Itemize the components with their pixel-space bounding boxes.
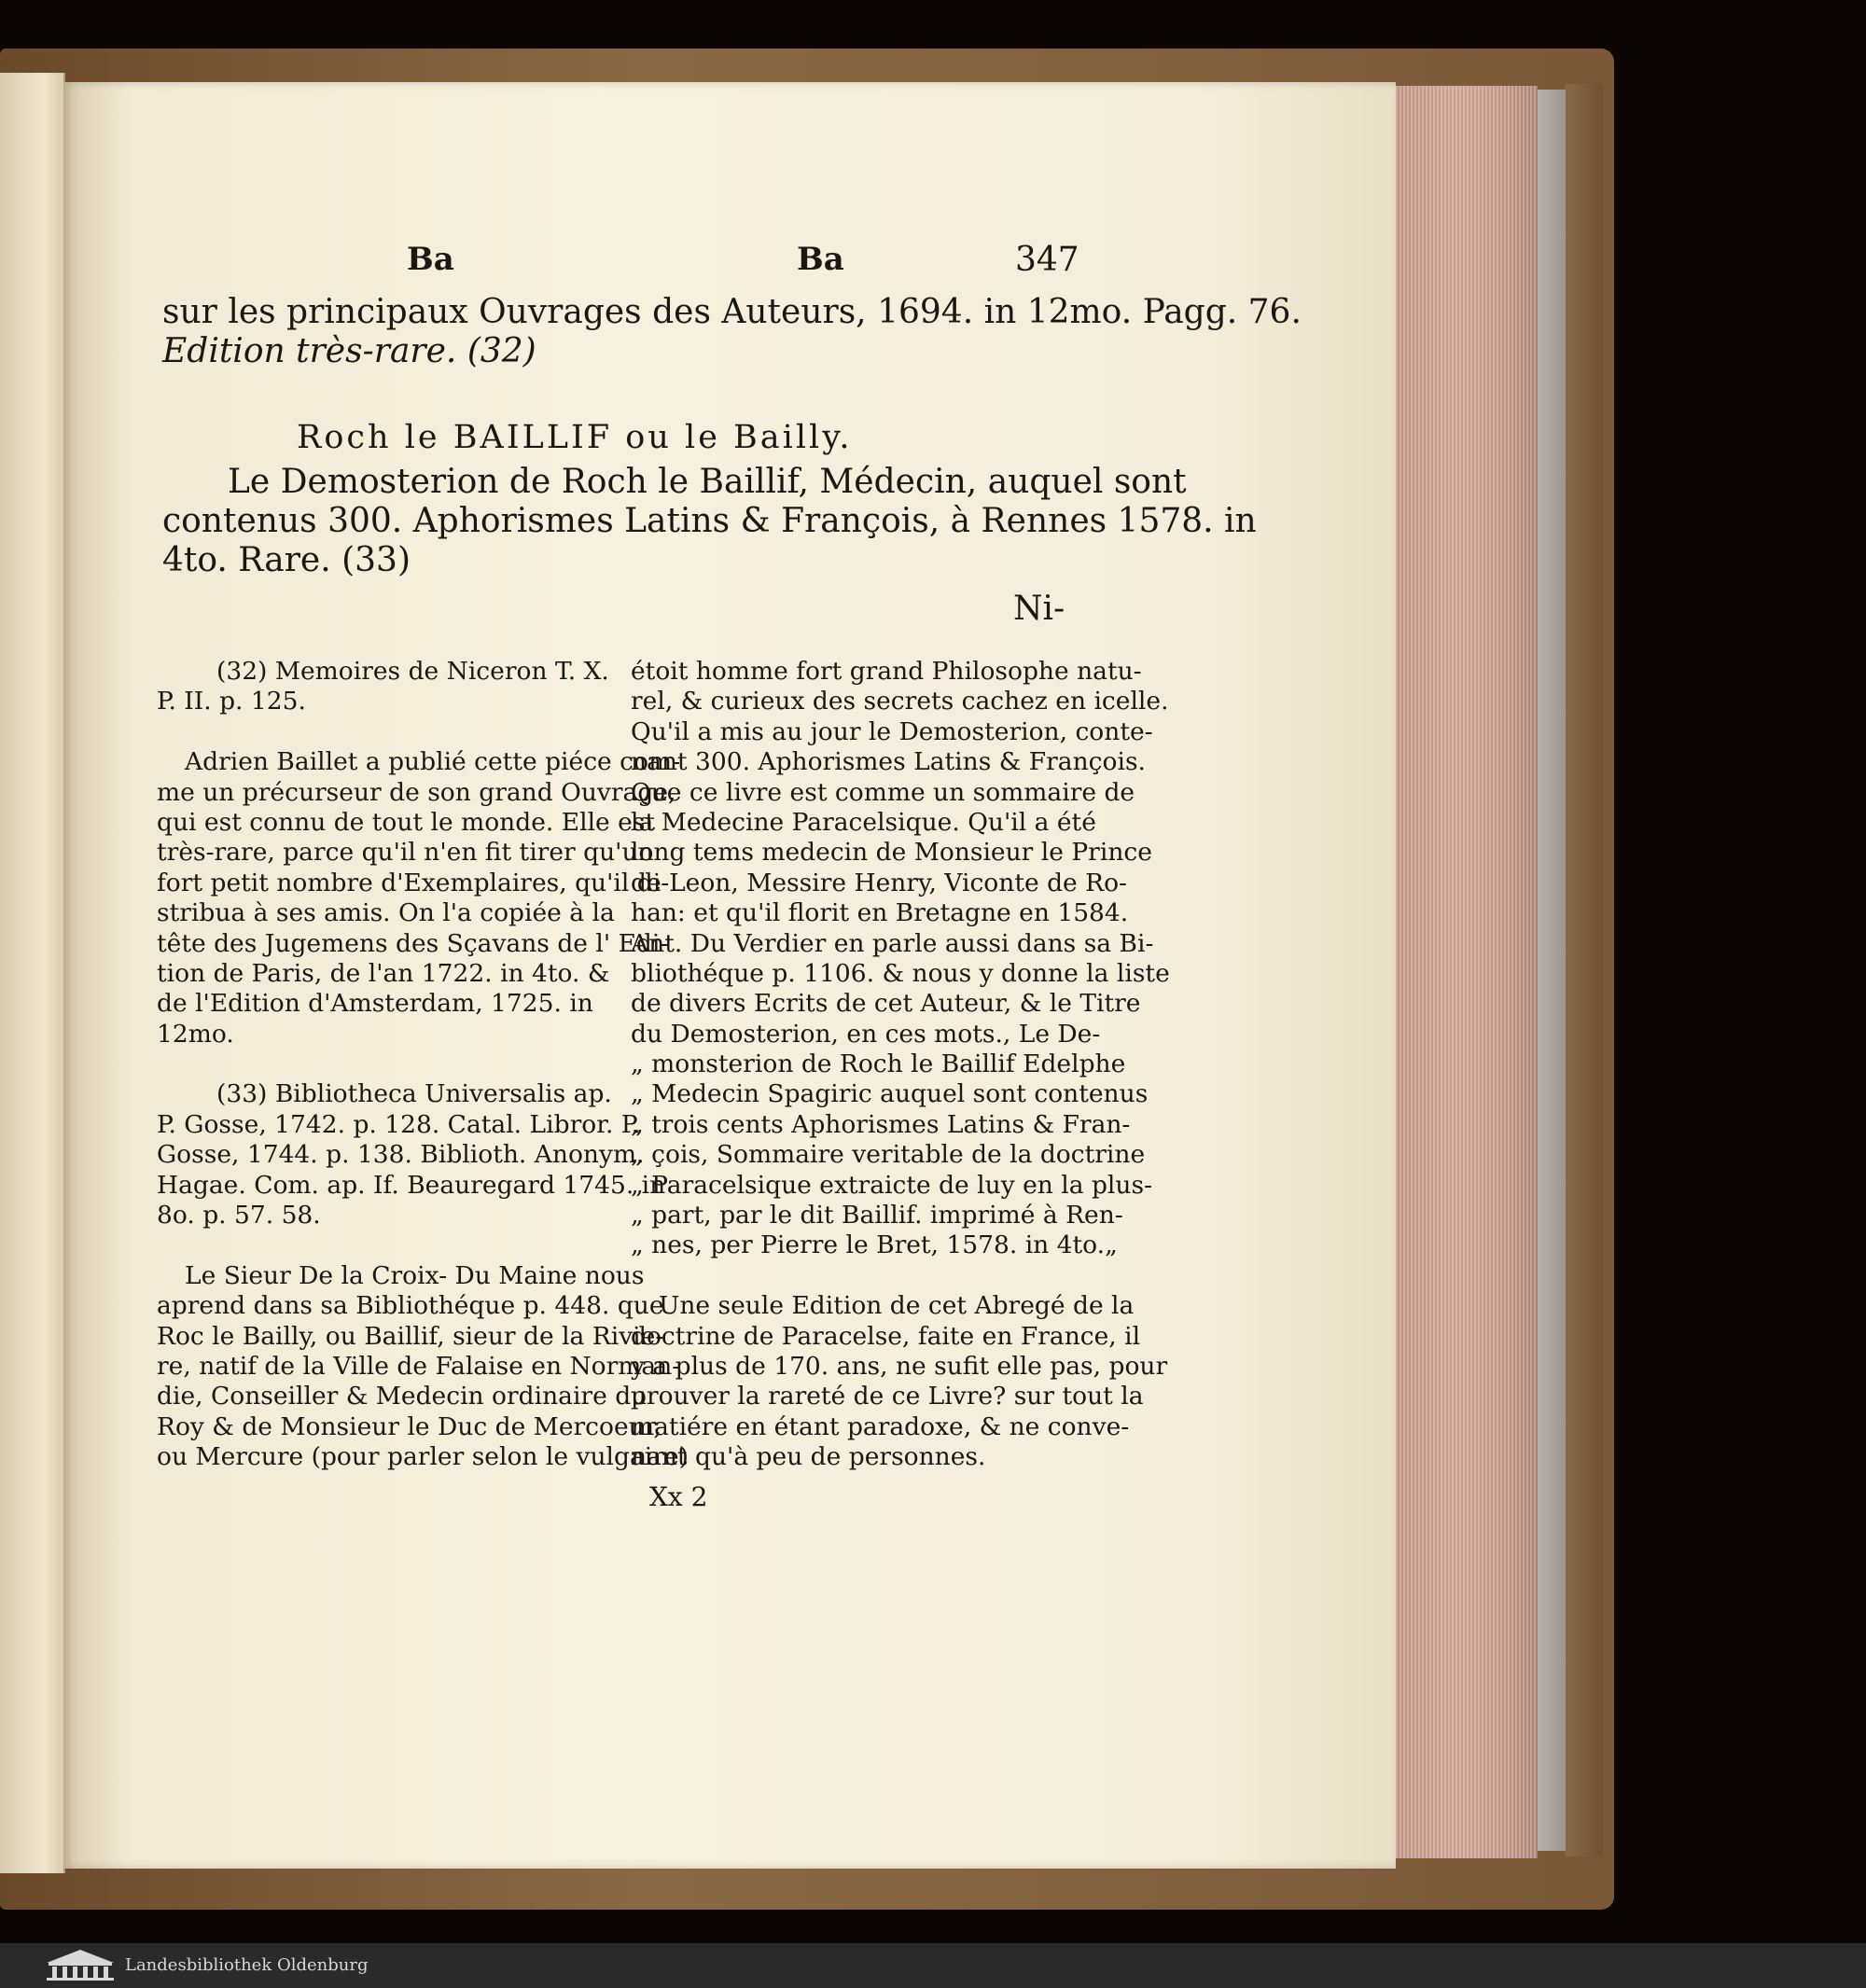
footnote-line: „ Medecin Spagiric auquel sont contenus (631, 1079, 1149, 1109)
footnote-line: Une seule Edition de cet Abregé de la (659, 1291, 1135, 1321)
footnote-line: Que ce livre est comme un sommaire de (631, 777, 1135, 807)
footnote-line: fort petit nombre d'Exemplaires, qu'il di- (157, 868, 670, 897)
page-block-edges (1396, 86, 1538, 1858)
endpaper-edge (1538, 90, 1566, 1851)
page-number: 347 (1015, 241, 1079, 279)
footnote-line: nant qu'à peu de personnes. (631, 1442, 986, 1472)
running-head-left: Ba (407, 241, 454, 278)
footer-bar (0, 1943, 1866, 1988)
footnote-line: „ monsterion de Roch le Baillif Edelphe (631, 1050, 1126, 1079)
footnote-line: Roy & de Monsieur le Duc de Mercoeur, (157, 1411, 661, 1441)
footnote-line: nant 300. Aphorismes Latins & François. (631, 747, 1146, 777)
footnote-line: ou Mercure (pour parler selon le vulgaire) (157, 1442, 689, 1472)
footnote-line: aprend dans sa Bibliothéque p. 448. que (157, 1291, 664, 1321)
footnote-line: Gosse, 1744. p. 138. Biblioth. Anonym. (157, 1140, 645, 1170)
footnote-line: (32) Memoires de Niceron T. X. (216, 657, 609, 686)
entry-body (162, 463, 1257, 580)
footnote-column-left (157, 657, 689, 1473)
footnote-line: „ part, par le dit Baillif. imprimé à Ren- (631, 1201, 1123, 1230)
footnote-line: y a plus de 170. ans, ne sufit elle pas, pour (631, 1351, 1168, 1381)
text-line: contenus 300. Aphorismes Latins & François, à Rennes 1578. in (162, 502, 1257, 540)
footnote-line: du Demosterion, en ces mots., Le De- (631, 1019, 1101, 1049)
footnote-line: de divers Ecrits de cet Auteur, & le Titre (631, 989, 1141, 1019)
footnote-line: Roc le Bailly, ou Baillif, sieur de la Rivie- (157, 1321, 664, 1351)
footnote-line: „ çois, Sommaire veritable de la doctrine (631, 1140, 1146, 1170)
footnote-line: rel, & curieux des secrets cachez en icelle. (631, 687, 1169, 716)
library-name: Landesbibliothek Oldenburg (125, 1955, 369, 1975)
footnote-line: Ant. Du Verdier en parle aussi dans sa Bi- (631, 928, 1154, 958)
footnote-line (157, 717, 665, 747)
running-head-center: Ba (797, 241, 844, 278)
footnote-line: Adrien Baillet a publié cette piéce com- (185, 747, 681, 777)
footnote-line: (33) Bibliotheca Universalis ap. (216, 1079, 612, 1109)
footnote-line: étoit homme fort grand Philosophe natu- (631, 657, 1142, 686)
entry-heading: Roch le BAILLIF ou le Bailly. (297, 419, 853, 456)
footnote-line: bliothéque p. 1106. & nous y donne la liste (631, 958, 1170, 988)
text-line: Le Demosterion de Roch le Baillif, Médecin, auquel sont (228, 463, 1187, 501)
footnote-line: long tems medecin de Monsieur le Prince (631, 838, 1152, 868)
continuation-text (162, 293, 1302, 371)
footnote-line: tête des Jugemens des Sçavans de l' Edi- (157, 928, 669, 958)
footnote-line: P. II. p. 125. (157, 687, 306, 716)
footnote-line (631, 1261, 1139, 1291)
footnote-line: prouver la rareté de ce Livre? sur tout la (631, 1382, 1144, 1411)
footnote-line: „ trois cents Aphorismes Latins & Fran- (631, 1109, 1131, 1139)
footnote-line: la Medecine Paracelsique. Qu'il a été (631, 807, 1096, 837)
footnote-line: P. Gosse, 1742. p. 128. Catal. Libror. P. (157, 1109, 641, 1139)
footnote-line: me un précurseur de son grand Ouvrage, (157, 777, 676, 807)
footnote-line: 12mo. (157, 1019, 234, 1049)
library-building-icon (43, 1948, 118, 1981)
text-line: 4to. Rare. (33) (162, 541, 411, 579)
footnote-line: Qu'il a mis au jour le Demosterion, conte- (631, 716, 1153, 746)
footnote-line: die, Conseiller & Medecin ordinaire du (157, 1382, 648, 1411)
footnote-line: de Leon, Messire Henry, Viconte de Ro- (631, 868, 1128, 897)
footnote-line: Le Sieur De la Croix- Du Maine nous (185, 1260, 645, 1290)
footnote-line: han: et qu'il florit en Bretagne en 1584. (631, 898, 1129, 928)
footnote-line: stribua à ses amis. On l'a copiée à la (157, 898, 615, 928)
footnote-line: 8o. p. 57. 58. (157, 1201, 321, 1230)
footnote-line: re, natif de la Ville de Falaise en Norman- (157, 1351, 681, 1381)
previous-page-edge (0, 73, 65, 1873)
text-line: sur les principaux Ouvrages des Auteurs, 1694. in 12mo. Pagg. 76. (162, 293, 1302, 331)
footnote-line: doctrine de Paracelse, faite en France, il (631, 1321, 1141, 1351)
catchword: Ni- (1013, 590, 1065, 628)
cover-edge (1566, 84, 1603, 1856)
book-page (63, 82, 1396, 1869)
footnote-line: qui est connu de tout le monde. Elle est (157, 807, 656, 837)
text-line: Edition très-rare. (32) (162, 332, 536, 370)
signature-mark: Xx 2 (649, 1481, 708, 1512)
footnote-line: Hagae. Com. ap. If. Beauregard 1745. in (157, 1170, 666, 1200)
footnote-line: matiére en étant paradoxe, & ne conve- (631, 1411, 1130, 1441)
footnote-line (157, 1230, 665, 1260)
footnote-line: de l'Edition d'Amsterdam, 1725. in (157, 989, 593, 1019)
footnote-line: „ Paracelsique extraicte de luy en la plus- (631, 1170, 1153, 1200)
footnote-line: très-rare, parce qu'il n'en fit tirer qu'un (157, 838, 654, 868)
footnote-line: „ nes, per Pierre le Bret, 1578. in 4to.„ (631, 1230, 1118, 1260)
footnote-column-right (631, 657, 1170, 1473)
footnote-line: tion de Paris, de l'an 1722. in 4to. & (157, 958, 610, 988)
footnote-line (157, 1050, 665, 1079)
